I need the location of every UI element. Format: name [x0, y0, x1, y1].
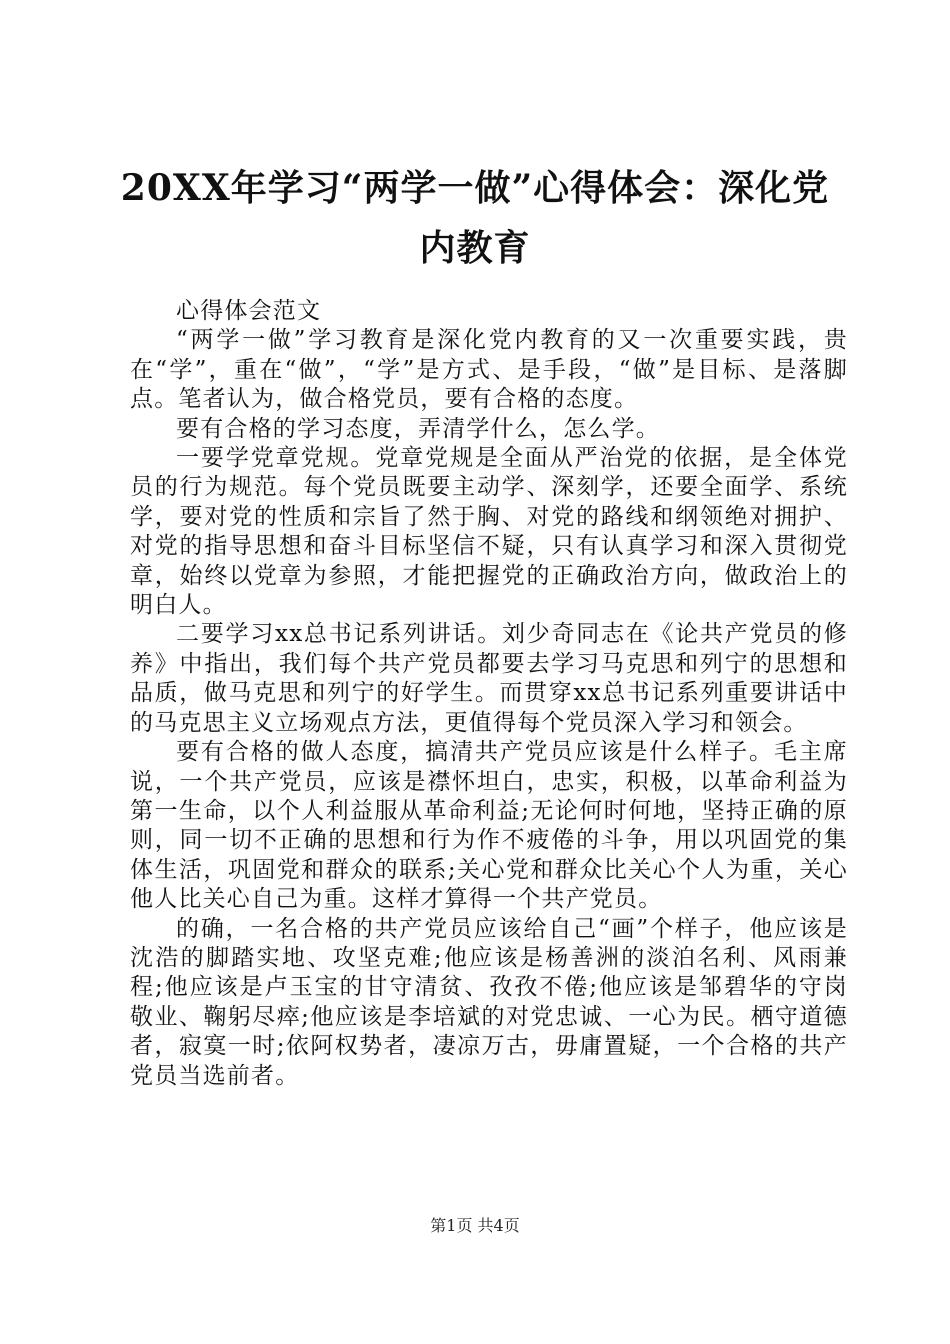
document-title-line-2: 内教育 [419, 227, 531, 269]
paragraph: 一要学党章党规。党章党规是全面从严治党的依据，是全体党员的行为规范。每个党员既要主动学、深刻学，还要全面学、系统学，要对党的性质和宗旨了然于胸、对党的路线和纲领绝对拥护、对党的指导思想和奋斗目标坚信不疑，只有认真学习和深入贯彻党章，始终以党章为参照，才能把握党的正确政治方向，做政治上的明白人。 [130, 445, 848, 619]
paragraph: 心得体会范文 [176, 298, 322, 324]
document-title-line-1: 20XX年学习“两学一做”心得体会：深化党 [120, 167, 830, 209]
paragraph: 要有合格的做人态度，搞清共产党员应该是什么样子。毛主席说，一个共产党员，应该是襟怀坦白，忠实，积极，以革命利益为第一生命，以个人利益服从革命利益;无论何时何地，坚持正确的原则，同一切不正确的思想和行为作不疲倦的斗争，用以巩固党的集体生活，巩固党和群众的联系;关心党和群众比关心个人为重，关心他人比关心自己为重。这样才算得一个共产党员。 [130, 739, 848, 913]
paragraph: 的确，一名合格的共产党员应该给自己“画”个样子，他应该是沈浩的脚踏实地、攻坚克难;他应该是杨善洲的淡泊名利、风雨兼程;他应该是卢玉宝的甘守清贫、孜孜不倦;他应该是邹碧华的守岗敬业、鞠躬尽瘁;他应该是李培斌的对党忠诚、一心为民。栖守道德者，寂寞一时;依阿权势者，凄凉万古，毋庸置疑，一个合格的共产党员当选前者。 [130, 915, 848, 1089]
paragraph: 要有合格的学习态度，弄清学什么，怎么学。 [176, 415, 660, 442]
paragraph: 二要学习xx总书记系列讲话。刘少奇同志在《论共产党员的修养》中指出，我们每个共产党员都要去学习马克思和列宁的思想和品质，做马克思和列宁的好学生。而贯穿xx总书记系列重要讲话中的马克思主义立场观点方法，更值得每个党员深入学习和领会。 [130, 621, 848, 736]
page-footer: 第1页 共4页 [430, 1216, 520, 1235]
document-body [130, 297, 848, 1091]
paragraph: “两学一做”学习教育是深化党内教育的又一次重要实践，贵在“学”，重在“做”，“学”是方式、是手段，“做”是目标、是落脚点。笔者认为，做合格党员，要有合格的态度。 [130, 327, 848, 413]
